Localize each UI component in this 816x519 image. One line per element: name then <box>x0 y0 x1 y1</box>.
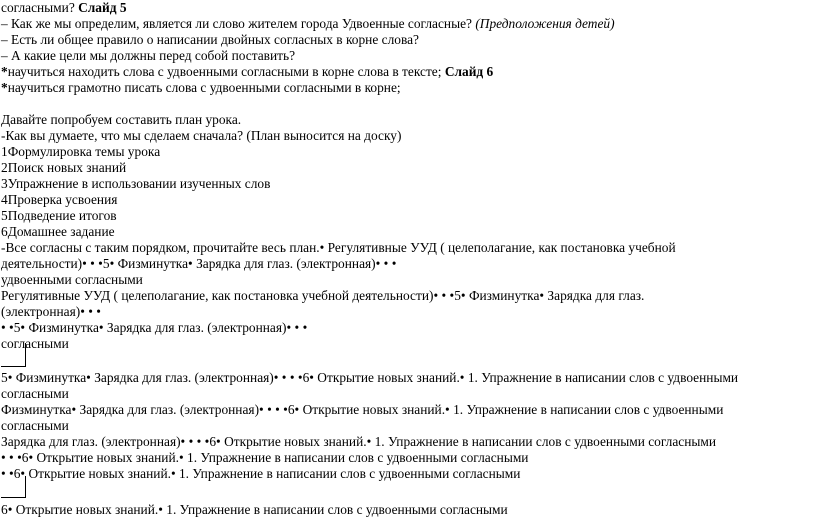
line-text: -Все согласны с таким порядком, прочитайте весь план.• Регулятивные УУД ( целеполагание, как постановка учебной <box>1 240 676 255</box>
line-text: деятельности)• • •5• Физминутка• Зарядка для глаз. (электронная)• • • <box>1 256 397 271</box>
line-text: научиться находить слова с удвоенными согласными в корне слова в тексте; <box>7 64 445 79</box>
line-text: 3Упражнение в использовании изученных слов <box>1 176 271 191</box>
text-line-overlap-4 <box>1 450 528 466</box>
line-text: Регулятивные УУД ( целеполагание, как постановка учебной деятельности)• • •5• Физминутка• Зарядка для глаз. <box>1 288 645 303</box>
line-text: (электронная)• • • <box>1 304 101 319</box>
line-text: – Как же мы определим, является ли слово жителем города Удвоенные согласные? <box>1 16 476 31</box>
slide-label: Слайд 5 <box>78 0 127 15</box>
line-text: • • •6• Открытие новых знаний.• 1. Упражнение в написании слов с удвоенными согласными <box>1 450 529 465</box>
line-text: согласными? <box>1 0 79 15</box>
line-text: удвоенными согласными <box>1 272 143 287</box>
text-line-overlap-3 <box>1 434 716 450</box>
bracket-shape <box>1 343 26 367</box>
text-line-electronic <box>1 304 101 320</box>
asterisk: * <box>1 64 8 79</box>
line-text: • •5• Физминутка• Зарядка для глаз. (электронная)• • • <box>1 320 308 335</box>
line-text: Физминутка• Зарядка для глаз. (электронная)• • • •6• Открытие новых знаний.• 1. Упражнение в написании слов с удвоенными <box>1 402 724 417</box>
line-text: 6Домашнее задание <box>1 224 115 239</box>
text-line-question-3 <box>1 48 295 64</box>
text-line-agree <box>1 240 676 256</box>
text-line-fragment <box>1 386 69 402</box>
line-text: 5Подведение итогов <box>1 208 117 223</box>
text-line-overlap-6 <box>1 502 508 518</box>
line-text: 2Поиск новых знаний <box>1 160 127 175</box>
line-text: 1Формулировка темы урока <box>1 144 161 159</box>
text-line-overlap-2 <box>1 402 723 418</box>
italic-note: (Предположения детей) <box>475 16 615 31</box>
text-line-overlap-1 <box>1 370 738 386</box>
asterisk: * <box>1 80 8 95</box>
line-text: Зарядка для глаз. (электронная)• • • •6• Открытие новых знаний.• 1. Упражнение в написании слов с удвоенными согласными <box>1 434 717 449</box>
text-line-plan-question <box>1 128 401 144</box>
line-text: согласными <box>1 336 69 351</box>
text-line-activity <box>1 256 396 272</box>
plan-item-3 <box>1 176 270 192</box>
text-line-regulatory <box>1 288 644 304</box>
line-text: • •6• Открытие новых знаний.• 1. Упражнение в написании слов с удвоенными согласными <box>1 466 521 481</box>
line-text: – А какие цели мы должны перед собой поставить? <box>1 48 296 63</box>
line-text: 4Проверка усвоения <box>1 192 118 207</box>
line-text: Давайте попробуем составить план урока. <box>1 112 242 127</box>
text-line-fizminutka <box>1 320 307 336</box>
line-text: согласными <box>1 418 69 433</box>
line-text: 5• Физминутка• Зарядка для глаз. (электронная)• • • •6• Открытие новых знаний.• 1. Упражнение в написании слов с удвоенными <box>1 370 739 385</box>
slide-label: Слайд 6 <box>444 64 494 79</box>
line-text: 6• Открытие новых знаний.• 1. Упражнение в написании слов с удвоенными согласными <box>1 502 508 517</box>
line-text: научиться грамотно писать слова с удвоенными согласными в корне; <box>7 80 401 95</box>
text-line-question-1 <box>1 16 615 32</box>
text-line-goal-1 <box>1 64 493 80</box>
line-text: -Как вы думаете, что мы сделаем сначала? (План выносится на доску) <box>1 128 402 143</box>
plan-item-5 <box>1 208 117 224</box>
line-text: – Есть ли общее правило о написании двойных согласных в корне слова? <box>1 32 419 47</box>
text-line-plan-intro <box>1 112 241 128</box>
plan-item-4 <box>1 192 117 208</box>
text-line-fragment <box>1 418 69 434</box>
text-line-slide5 <box>1 0 127 16</box>
line-text: согласными <box>1 386 69 401</box>
text-line-question-2 <box>1 32 419 48</box>
plan-item-2 <box>1 160 126 176</box>
plan-item-6 <box>1 224 115 240</box>
plan-item-1 <box>1 144 160 160</box>
bracket-shape <box>1 476 26 498</box>
text-line-fragment <box>1 272 143 288</box>
text-line-goal-2 <box>1 80 401 96</box>
text-line-overlap-5 <box>1 466 520 482</box>
